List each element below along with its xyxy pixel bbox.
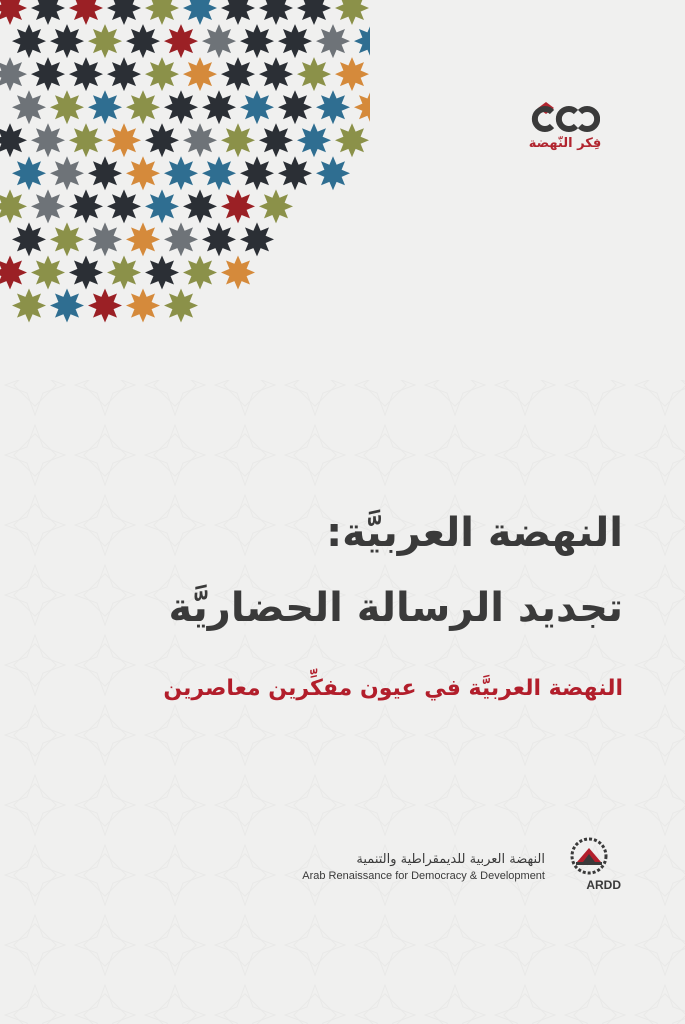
- pattern-star-shape: [88, 90, 122, 124]
- pattern-star-shape: [12, 156, 46, 190]
- pattern-star-shape: [145, 123, 179, 157]
- pattern-star-shape: [126, 24, 160, 58]
- pattern-star-shape: [50, 156, 84, 190]
- subtitle: النهضة العربيَّة في عيون مفكِّرين معاصرين: [163, 676, 623, 701]
- pattern-star-shape: [202, 90, 236, 124]
- pattern-star-shape: [12, 90, 46, 124]
- pattern-star-shape: [183, 0, 217, 25]
- pattern-star-shape: [297, 123, 331, 157]
- pattern-star-shape: [31, 189, 65, 223]
- pattern-star-shape: [0, 189, 27, 223]
- pattern-star-shape: [278, 24, 312, 58]
- pattern-star-shape: [221, 189, 255, 223]
- pattern-star-shape: [0, 57, 27, 91]
- pattern-star-shape: [164, 24, 198, 58]
- pattern-star-shape: [259, 189, 293, 223]
- pattern-star-shape: [50, 24, 84, 58]
- pattern-star-shape: [50, 90, 84, 124]
- pattern-star-shape: [107, 123, 141, 157]
- pattern-star-shape: [164, 222, 198, 256]
- pattern-star-shape: [354, 90, 370, 124]
- pattern-star-shape: [107, 0, 141, 25]
- organization-logo: [223, 830, 623, 900]
- pattern-star-shape: [31, 123, 65, 157]
- pattern-star-shape: [0, 0, 27, 25]
- pattern-star-shape: [164, 90, 198, 124]
- ardd-emblem-icon: [567, 836, 611, 878]
- pattern-star-shape: [335, 123, 369, 157]
- pattern-star-shape: [259, 0, 293, 25]
- pattern-star-shape: [183, 189, 217, 223]
- pattern-star-shape: [221, 0, 255, 25]
- pattern-star-shape: [31, 57, 65, 91]
- pattern-star-shape: [278, 90, 312, 124]
- organization-name-english: Arab Renaissance for Democracy & Development: [302, 870, 545, 882]
- pattern-star-shape: [145, 256, 179, 290]
- pattern-star-shape: [88, 289, 122, 323]
- pattern-star-shape: [240, 24, 274, 58]
- pattern-star-shape: [259, 123, 293, 157]
- pattern-star-shape: [259, 57, 293, 91]
- pattern-star-shape: [31, 0, 65, 25]
- pattern-star-shape: [69, 123, 103, 157]
- pattern-star-shape: [164, 289, 198, 323]
- pattern-star-shape: [240, 156, 274, 190]
- pattern-star-shape: [31, 256, 65, 290]
- pattern-star-shape: [69, 256, 103, 290]
- pattern-star-shape: [240, 90, 274, 124]
- pattern-star-shape: [354, 24, 370, 58]
- pattern-star-shape: [240, 222, 274, 256]
- pattern-star-shape: [221, 123, 255, 157]
- title-line-1: النهضة العربيَّة:: [326, 510, 623, 556]
- pattern-star-shape: [107, 57, 141, 91]
- pattern-star-shape: [335, 57, 369, 91]
- pattern-star-shape: [164, 156, 198, 190]
- pattern-star-shape: [126, 90, 160, 124]
- publisher-logo-mark-icon: [530, 100, 600, 134]
- pattern-star-shape: [183, 256, 217, 290]
- pattern-star-shape: [69, 0, 103, 25]
- organization-abbreviation: ARDD: [586, 878, 621, 892]
- islamic-star-pattern: [0, 0, 370, 340]
- pattern-star-shape: [50, 222, 84, 256]
- pattern-star-shape: [297, 0, 331, 25]
- pattern-star-shape: [183, 57, 217, 91]
- publisher-logo: [525, 100, 605, 151]
- pattern-star-shape: [88, 156, 122, 190]
- pattern-star-shape: [145, 189, 179, 223]
- pattern-star-shape: [221, 57, 255, 91]
- pattern-star-shape: [126, 289, 160, 323]
- pattern-star-shape: [316, 24, 350, 58]
- pattern-star-shape: [69, 189, 103, 223]
- pattern-star-shape: [12, 24, 46, 58]
- pattern-star-shape: [316, 156, 350, 190]
- pattern-star-shape: [202, 222, 236, 256]
- pattern-star-shape: [316, 90, 350, 124]
- pattern-star-shape: [0, 123, 27, 157]
- organization-name-arabic: النهضة العربية للديمقراطية والتنمية: [356, 852, 545, 867]
- pattern-star-shape: [126, 222, 160, 256]
- pattern-star-shape: [12, 222, 46, 256]
- publisher-logo-text: فِكر النّهضة: [528, 136, 602, 151]
- pattern-star-shape: [202, 156, 236, 190]
- pattern-star-shape: [145, 57, 179, 91]
- pattern-star-shape: [202, 24, 236, 58]
- pattern-star-shape: [221, 256, 255, 290]
- pattern-star-shape: [69, 57, 103, 91]
- pattern-star-shape: [107, 189, 141, 223]
- pattern-star-shape: [0, 256, 27, 290]
- pattern-star-shape: [297, 57, 331, 91]
- pattern-star-shape: [278, 156, 312, 190]
- pattern-star-shape: [88, 222, 122, 256]
- pattern-star-shape: [12, 289, 46, 323]
- pattern-star-shape: [107, 256, 141, 290]
- pattern-star-shape: [88, 24, 122, 58]
- pattern-star-shape: [126, 156, 160, 190]
- pattern-star-shape: [335, 0, 369, 25]
- pattern-star-shape: [183, 123, 217, 157]
- title-line-2: تجديد الرسالة الحضاريَّة: [168, 585, 623, 631]
- pattern-star-shape: [50, 289, 84, 323]
- pattern-star-shape: [145, 0, 179, 25]
